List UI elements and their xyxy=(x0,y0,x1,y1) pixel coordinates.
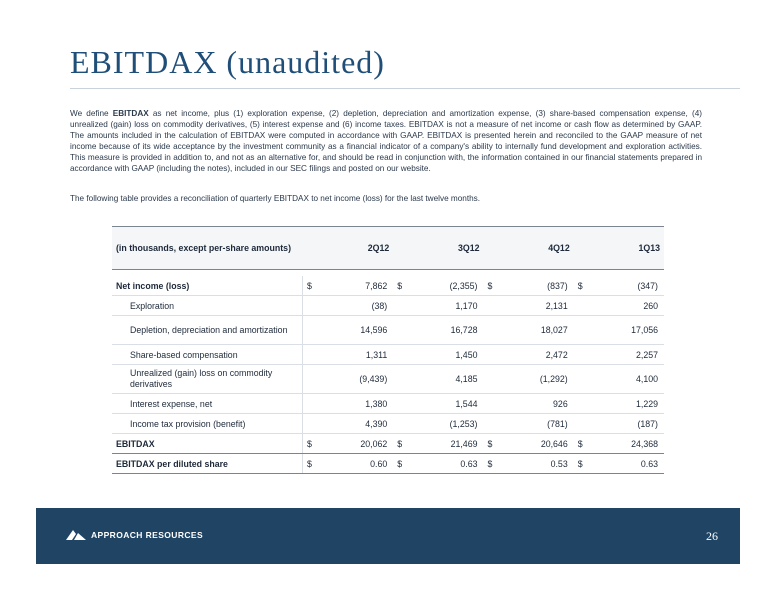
column-header-4q12: 4Q12 xyxy=(483,227,573,270)
footer-bar xyxy=(36,508,740,564)
cell-value: (187) xyxy=(588,414,664,434)
ebitdax-reconciliation-table xyxy=(112,226,664,474)
row-label: Exploration xyxy=(112,296,303,316)
cell-value: 1,544 xyxy=(407,394,483,414)
cell-value: 7,862 xyxy=(317,276,393,296)
cell-value: 2,131 xyxy=(498,296,574,316)
cell-value: (781) xyxy=(498,414,574,434)
table-row-unrealized-gain-loss xyxy=(112,365,664,394)
cell-value: 1,380 xyxy=(317,394,393,414)
cell-value: (837) xyxy=(498,276,574,296)
cell-value: 21,469 xyxy=(407,434,483,454)
row-label: Net income (loss) xyxy=(112,276,303,296)
company-logo xyxy=(66,530,203,540)
approach-logo-icon xyxy=(66,530,86,540)
cell-value: 16,728 xyxy=(407,316,483,345)
column-header-3q12: 3Q12 xyxy=(393,227,483,270)
table-row-net-income xyxy=(112,276,664,296)
dollar-sign: $ xyxy=(574,276,588,296)
header-units-label: (in thousands, except per-share amounts) xyxy=(112,227,303,270)
cell-value: 4,390 xyxy=(317,414,393,434)
cell-value: 18,027 xyxy=(498,316,574,345)
company-name: APPROACH RESOURCES xyxy=(91,530,204,540)
dollar-sign: $ xyxy=(483,454,497,474)
cell-value: 2,472 xyxy=(498,345,574,365)
slide-title: EBITDAX (unaudited) xyxy=(70,44,385,80)
table-row-interest-expense xyxy=(112,394,664,414)
row-label: Depletion, depreciation and amortization xyxy=(112,316,303,345)
table-row-income-tax xyxy=(112,414,664,434)
dollar-sign: $ xyxy=(393,454,407,474)
dollar-sign: $ xyxy=(574,454,588,474)
cell-value: 4,185 xyxy=(407,365,483,394)
row-label: Share-based compensation xyxy=(112,345,303,365)
dollar-sign: $ xyxy=(574,434,588,454)
cell-value: 14,596 xyxy=(317,316,393,345)
table-header-row xyxy=(112,227,664,270)
cell-value: (347) xyxy=(588,276,664,296)
table-row-ebitdax-per-share xyxy=(112,454,664,474)
cell-value: 1,450 xyxy=(407,345,483,365)
column-header-1q13: 1Q13 xyxy=(574,227,664,270)
cell-value: 260 xyxy=(588,296,664,316)
dollar-sign: $ xyxy=(393,434,407,454)
reconciliation-intro-paragraph: The following table provides a reconciliation of quarterly EBITDAX to net income (loss) for the last twelve months. xyxy=(70,194,481,203)
definition-body: as net income, plus (1) exploration expense, (2) depletion, depreciation and amortization expense, (3) share-based compensation expense, (4) unrealized (gain) loss on commodity derivatives, (5) interest expense and (6) income taxes. EBITDAX is not a measure of net income or cash flow as determined by GAAP. The amounts included in the calculation of EBITDAX were computed in accordance with GAAP. EBITDAX is presented herein and reconciled to the GAAP measure of net income because of its wide acceptance by the investment community as a financial indicator of a company's ability to internally fund development and exploration activities. This measure is provided in addition to, and not as an alternative for, and should be read in conjunction with, the information contained in our financial statements prepared in accordance with GAAP (including the notes), included in our SEC filings and posted on our website. xyxy=(70,109,703,173)
table-row-share-based-compensation xyxy=(112,345,664,365)
title-divider xyxy=(70,88,740,89)
dollar-sign: $ xyxy=(303,454,318,474)
cell-value: 4,100 xyxy=(588,365,664,394)
column-header-2q12: 2Q12 xyxy=(303,227,394,270)
row-label: EBITDAX xyxy=(112,434,303,454)
dollar-sign: $ xyxy=(303,434,318,454)
cell-value: 2,257 xyxy=(588,345,664,365)
cell-value: (1,292) xyxy=(498,365,574,394)
cell-value: (2,355) xyxy=(407,276,483,296)
table-row-exploration xyxy=(112,296,664,316)
cell-value: 0.63 xyxy=(407,454,483,474)
row-label: EBITDAX per diluted share xyxy=(112,454,303,474)
cell-value: 24,368 xyxy=(588,434,664,454)
cell-value: (1,253) xyxy=(407,414,483,434)
row-label: Interest expense, net xyxy=(112,394,303,414)
page-number: 26 xyxy=(706,529,718,543)
cell-value: (9,439) xyxy=(317,365,393,394)
dollar-sign: $ xyxy=(483,276,497,296)
definition-lead: We define xyxy=(70,109,113,118)
table-row-dda xyxy=(112,316,664,345)
table-row-ebitdax-total xyxy=(112,434,664,454)
cell-value: 17,056 xyxy=(588,316,664,345)
definition-term: EBITDAX xyxy=(112,109,149,118)
row-label: Income tax provision (benefit) xyxy=(112,414,303,434)
cell-value: 20,062 xyxy=(317,434,393,454)
ebitdax-definition-paragraph xyxy=(70,109,702,174)
dollar-sign: $ xyxy=(483,434,497,454)
cell-value: 0.60 xyxy=(317,454,393,474)
cell-value: 20,646 xyxy=(498,434,574,454)
cell-value: 926 xyxy=(498,394,574,414)
cell-value: 1,229 xyxy=(588,394,664,414)
dollar-sign: $ xyxy=(393,276,407,296)
cell-value: 1,170 xyxy=(407,296,483,316)
row-label: Unrealized (gain) loss on commodity derivatives xyxy=(112,365,303,394)
cell-value: 0.53 xyxy=(498,454,574,474)
cell-value: 1,311 xyxy=(317,345,393,365)
cell-value: (38) xyxy=(317,296,393,316)
dollar-sign: $ xyxy=(303,276,318,296)
cell-value: 0.63 xyxy=(588,454,664,474)
